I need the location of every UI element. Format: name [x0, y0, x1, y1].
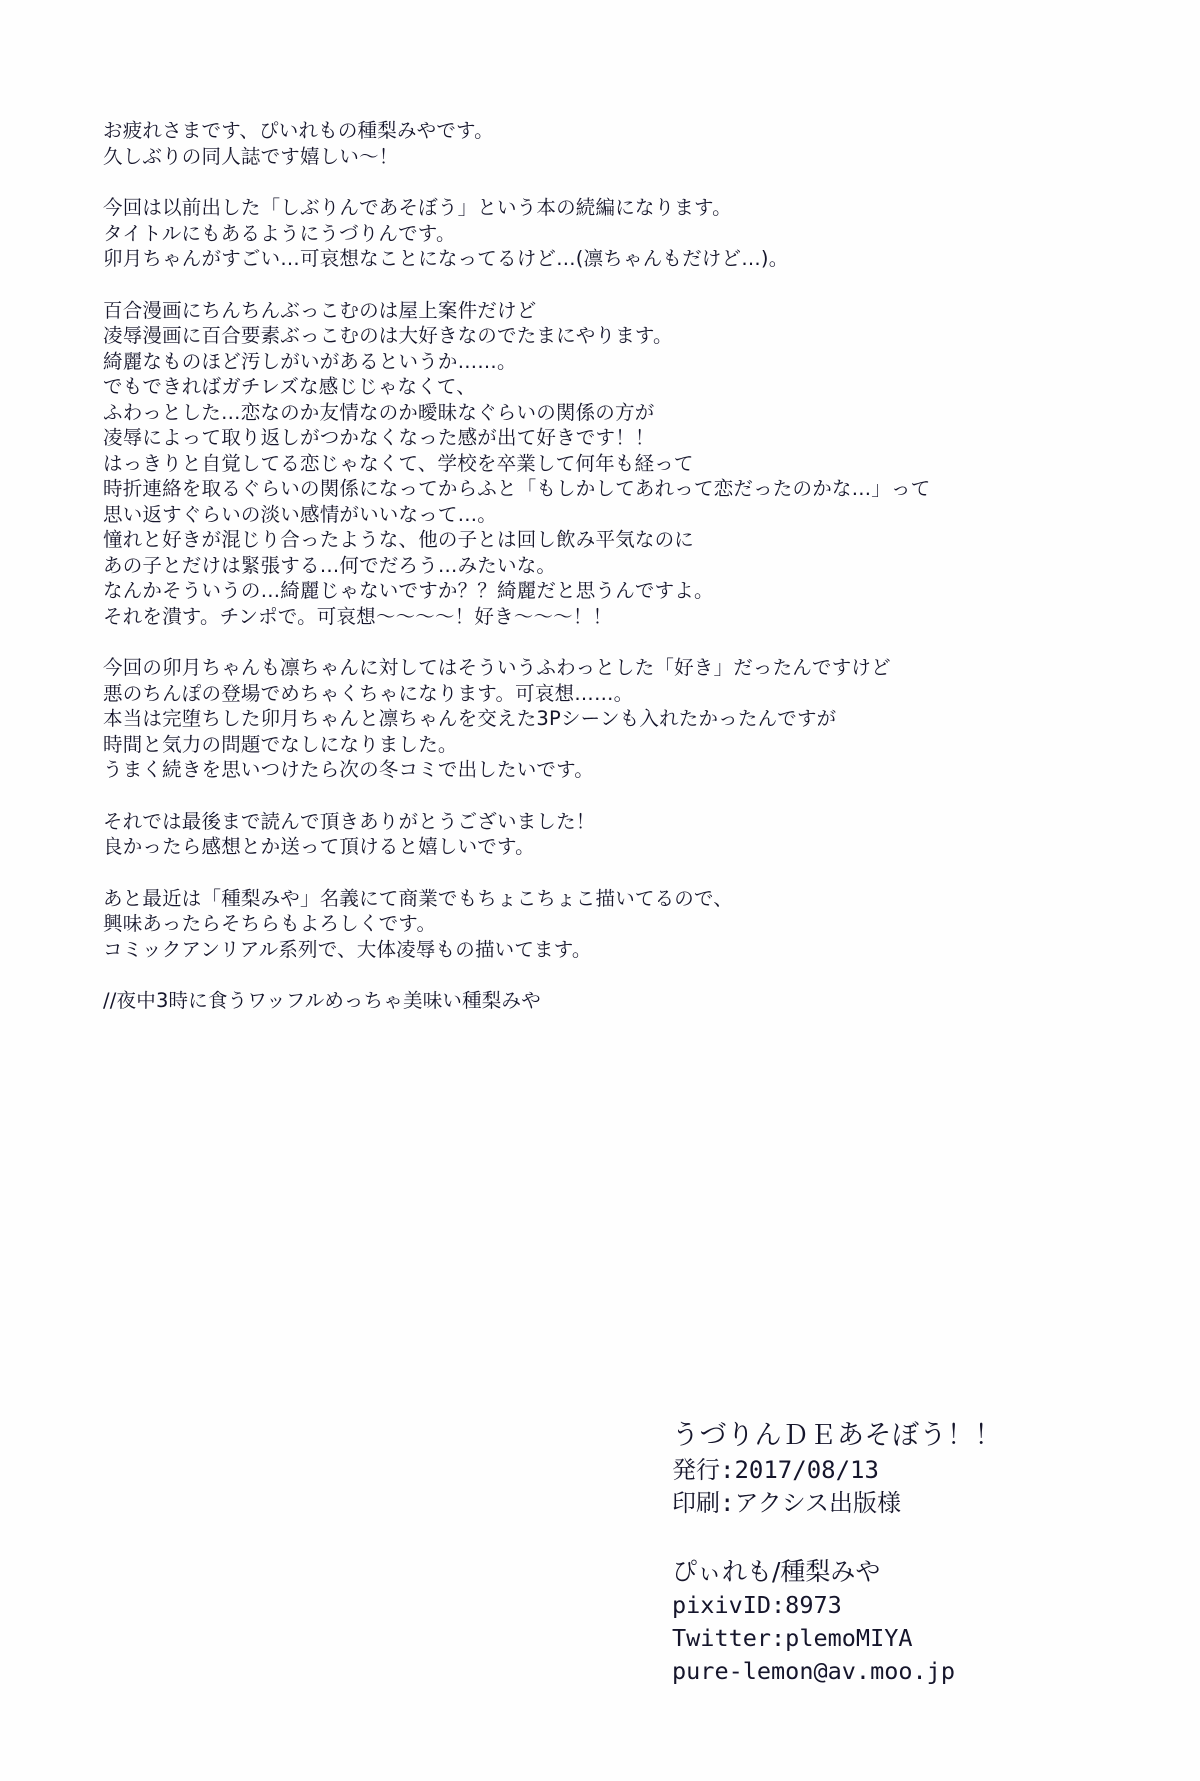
afterword-paragraph	[103, 988, 1053, 1014]
afterword-line: 時間と気力の問題でなしになりました。	[103, 732, 458, 756]
afterword-paragraph	[103, 886, 1053, 963]
colophon	[672, 1418, 1092, 1688]
afterword-line: 久しぶりの同人誌です嬉しい～！	[103, 144, 399, 168]
afterword-paragraph	[103, 195, 1053, 272]
pixiv-id: pixivID:8973	[672, 1591, 842, 1619]
afterword-signature-line: //夜中3時に食うワッフルめっちゃ美味い種梨みや	[103, 989, 541, 1012]
afterword-line: お疲れさまです、ぴいれもの種梨みやです。	[103, 119, 494, 142]
afterword-line: 時折連絡を取るぐらいの関係になってからふと「もしかしてあれって恋だったのかな…」って	[103, 477, 931, 500]
afterword-paragraph	[103, 809, 1053, 860]
afterword-line: コミックアンリアル系列で、大体凌辱もの描いてます。	[103, 937, 592, 961]
afterword-line: はっきりと自覚してる恋じゃなくて、学校を卒業して何年も経って	[103, 451, 694, 475]
afterword-paragraph	[103, 118, 1053, 169]
afterword-text	[103, 118, 1053, 1014]
publication-date: 発行:2017/08/13	[672, 1456, 879, 1484]
afterword-line: 悪のちんぽの登場でめちゃくちゃになります。可哀想……。	[103, 681, 634, 705]
afterword-line: 本当は完堕ちした卯月ちゃんと凛ちゃんを交えた3Pシーンも入れたかったんですが	[103, 707, 837, 730]
afterword-line: 今回は以前出した「しぶりんであそぼう」という本の続編になります。	[103, 196, 732, 219]
afterword-paragraph	[103, 298, 1053, 630]
afterword-line: 凌辱漫画に百合要素ぶっこむのは大好きなのでたまにやります。	[103, 324, 673, 347]
afterword-paragraph	[103, 655, 1053, 783]
printer-name: 印刷:アクシス出版様	[672, 1489, 902, 1517]
afterword-line: それを潰す。チンポで。可哀想～～～～！好き～～～！！	[103, 604, 613, 628]
afterword-line: なんかそういうの…綺麗じゃないですか？？綺麗だと思うんですよ。	[103, 579, 714, 602]
afterword-line: 凌辱によって取り返しがつかなくなった感が出て好きです！！	[103, 426, 655, 449]
afterword-line: タイトルにもあるようにうづりんです。	[103, 221, 456, 245]
afterword-line: 卯月ちゃんがすごい…可哀想なことになってるけど…(凛ちゃんもだけど…)。	[103, 247, 789, 270]
afterword-line: 今回の卯月ちゃんも凛ちゃんに対してはそういうふわっとした「好き」だったんですけど	[103, 656, 891, 679]
afterword-line: ふわっとした…恋なのか友情なのか曖昧なぐらいの関係の方が	[103, 400, 655, 424]
afterword-line: それでは最後まで読んで頂きありがとうございました！	[103, 809, 596, 833]
afterword-line: 興味あったらそちらもよろしくです。	[103, 912, 437, 935]
afterword-line: あの子とだけは緊張する…何でだろう…みたいな。	[103, 553, 557, 577]
book-title: うづりんＤＥあそぼう！！	[672, 1420, 1002, 1451]
circle-and-author: ぴぃれも/種梨みや	[672, 1557, 881, 1586]
afterword-line: 憧れと好きが混じり合ったような、他の子とは回し飲み平気なのに	[103, 528, 695, 551]
afterword-line: 百合漫画にちんちんぶっこむのは屋上案件だけど	[103, 298, 537, 322]
credits-block	[672, 1554, 1092, 1688]
afterword-line: うまく続きを思いつけたら次の冬コミで出したいです。	[103, 758, 594, 781]
afterword-line: 綺麗なものほど汚しがいがあるというか……。	[103, 349, 517, 373]
afterword-line: あと最近は「種梨みや」名義にて商業でもちょこちょこ描いてるので、	[103, 886, 734, 910]
afterword-line: でもできればガチレズな感じじゃなくて、	[103, 375, 476, 398]
afterword-line: 思い返すぐらいの淡い感情がいいなって…。	[103, 502, 498, 526]
contact-email: pure-lemon@av.moo.jp	[672, 1657, 955, 1685]
afterword-line: 良かったら感想とか送って頂けると嬉しいです。	[103, 835, 535, 858]
twitter-handle: Twitter:plemoMIYA	[672, 1624, 913, 1652]
